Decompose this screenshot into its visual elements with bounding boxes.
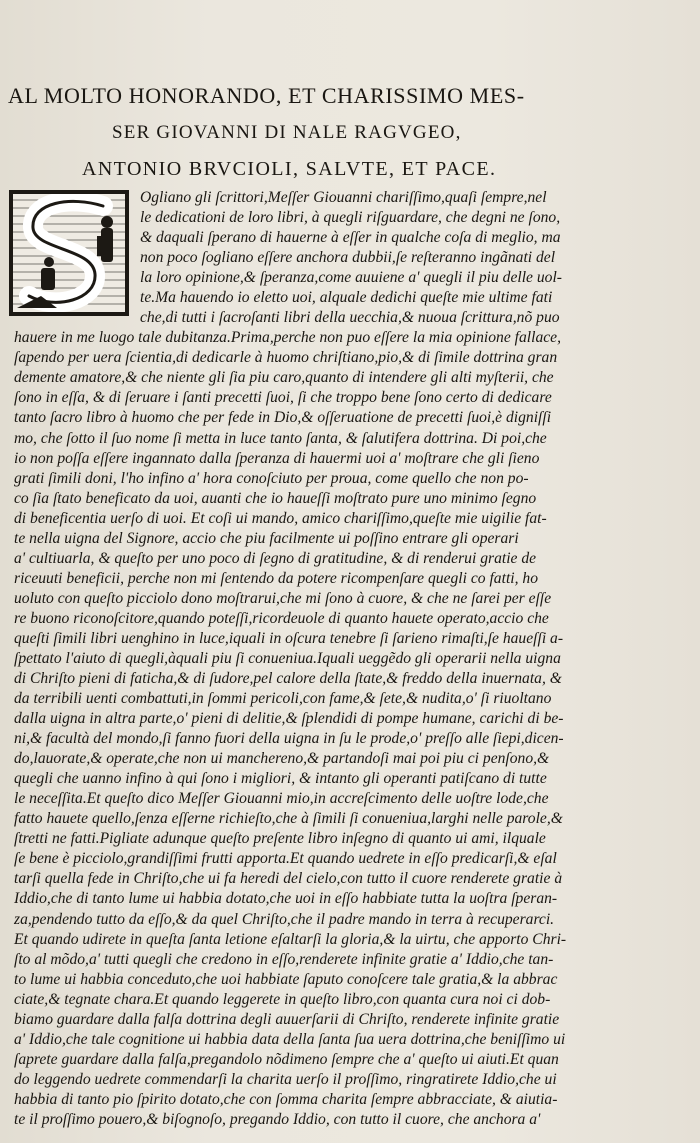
text-line: to lume ui habbia conceduto,che uoi habbiate ſaputo conoſcere tale gratia,& la abbrac: [14, 970, 558, 988]
text-line: te.Ma hauendo io eletto uoi, alquale dedichi queſte mie ultime fati: [140, 289, 553, 307]
text-line: ſono in eſſa, & di ſeruare i ſanti precetti ſuoi, ſi che troppo bene ſono certo di dedicare: [14, 389, 552, 407]
text-line: ſpettato l'aiuto di quegli,àquali piu ſi conueniua.Iquali ueggẽdo gli operarii nella uigna: [14, 649, 561, 667]
text-line: tanto ſacro libro à huomo che per fede in Dio,& oſſeruatione de precetti ſuoi,è digniſſi: [14, 409, 552, 427]
text-line: demente amatore,& che niente gli ſia piu caro,quanto di intendere gli alti myſterii, che: [14, 369, 554, 387]
text-line: re buono riconoſcitore,quando poteſſi,ricordeuole di quanto hauete operato,accio che: [14, 609, 549, 627]
text-line: da terribili uenti combattuti,in ſommi pericoli,con fame,& ſete,& nudita,o' ſi riuoltano: [14, 690, 552, 708]
text-line: do,lauorate,& operate,che non ui manchereno,& partandoſi mai poi piu ci penſono,&: [14, 750, 550, 768]
text-line: le neceſſita.Et queſto dico Meſſer Giouanni mio,in accreſcimento delle uoſtre lode,che: [14, 790, 549, 808]
text-line: Et quando udirete in queſta ſanta letione eſaltarſi la gloria,& la uirtu, che apporto Chri-: [14, 930, 567, 948]
text-line: io non poſſa eſſere ingannato dalla ſperanza di hauermi uoi a' moſtrare che gli ſieno: [14, 449, 540, 467]
text-line: riceuuti beneficii, perche non mi ſentendo da potere ricompenſare quegli co fatti, ho: [14, 569, 538, 587]
text-line: co ſia ſtato beneficato da uoi, auanti che io haueſſi moſtrato pure uno minimo ſegno: [14, 489, 537, 507]
text-line: mo, che ſotto il ſuo nome ſi metta in luce tanto ſanta, & ſalutifera dottrina. Di poi,che: [14, 429, 547, 447]
text-line: fatto hauete quello,ſenza eſſerne richieſto,che à ſimili ſi conueniua,larghi nelle parole,&: [14, 810, 563, 828]
text-line: a' cultiuarla, & queſto per uno poco di ſegno di gratitudine, & di renderui gratie de: [14, 549, 537, 567]
text-line: ſto al mõdo,a' tutti quegli che credono in eſſo,renderete infinite gratie a' Iddio,che tan-: [14, 950, 554, 968]
text-line: queſti ſimili libri uenghino in luce,iquali in oſcura tenebre ſi ſarieno rimaſti,ſe haueſſi a-: [14, 629, 564, 647]
text-line: Iddio,che di tanto lume ui habbia dotato,che uoi in eſſo habbiate tutta la uoſtra ſperan-: [14, 890, 558, 908]
text-line: za,pendendo tutto da eſſo,& da quel Chriſto,che il padre mando in terra à recuperarci.: [14, 910, 555, 928]
text-line: te nella uigna del Signore, accio che piu facilmente ui poſſino entrare gli operari: [14, 529, 519, 547]
text-line: ſe bene è picciolo,grandiſſimi frutti apporta.Et quando uedrete in eſſo predicarſi,& eſal: [14, 850, 557, 868]
heading-line-2: SER GIOVANNI DI NALE RAGVGEO,: [112, 122, 462, 143]
text-line: uoluto con queſto picciolo dono moſtrarui,che mi ſono à cuore, & che ne ſarei per eſſe: [14, 589, 552, 607]
text-line: ni,& facultà del mondo,ſi fanno fuori della uigna in ſu le prode,o' preſſo alle ſiepi,dicen-: [14, 730, 564, 748]
text-line: di beneficentia uerſo di uoi. Et coſi ui mando, amico chariſſimo,queſte mie uigilie fat-: [14, 509, 547, 527]
text-line: ſtretti ne fatti.Pigliate adunque queſto preſente libro inſegno di quanto ui ami, ilquale: [14, 830, 546, 848]
text-line: che,di tutti i ſacroſanti libri della uecchia,& nuoua ſcrittura,nõ puo: [140, 309, 560, 327]
text-line: quegli che uanno infino à qui ſono i migliori, & intanto gli operanti patiſcano di tutte: [14, 770, 547, 788]
text-line: dalla uigna in altra parte,o' pieni di delitie,& ſplendidi di pompe humane, carichi di be-: [14, 710, 564, 728]
decorated-initial-s: [9, 190, 129, 316]
text-line: di Chriſto pieni di faticha,& di ſudore,pel calore della ſtate,& freddo della inuernata, &: [14, 670, 562, 688]
text-line: grati ſimili doni, l'ho infino a' hora conoſciuto per proua, come quello che non po-: [14, 469, 529, 487]
text-line: le dedicationi de loro libri, à quegli riſguardare, che degni ne ſono,: [140, 209, 561, 227]
text-line: te il proſſimo pouero,& biſognoſo, pregando Iddio, con tutto il cuore, che anchora a': [14, 1110, 541, 1128]
text-line: Ogliano gli ſcrittori,Meſſer Giouanni chariſſimo,quaſi ſempre,nel: [140, 189, 547, 206]
text-line: non poco ſogliano eſſere anchora dubbii,ſe reſteranno ingãnati del: [140, 249, 556, 267]
text-line: & daquali ſperano di hauerne à eſſer in qualche coſa di meglio, ma: [140, 229, 561, 247]
heading-line-3: ANTONIO BRVCIOLI, SALVTE, ET PACE.: [82, 158, 497, 180]
text-line: do leggendo uedrete commendarſi la charita uerſo il proſſimo, ringratirete Iddio,che ui: [14, 1070, 557, 1088]
text-line: hauere in me luogo tale dubitanza.Prima,perche non puo eſſere la mia opinione fallace,: [14, 329, 561, 347]
text-line: ſaprete guardare dalla falſa,pregandolo nõdimeno ſempre che a' queſto ui aiuti.Et quan: [14, 1050, 559, 1068]
text-line: la loro opinione,& ſperanza,come auuiene a' quegli il piu delle uol-: [140, 269, 562, 287]
text-line: ſapendo per uera ſcientia,di dedicarle à huomo chriſtiano,pio,& di ſimile dottrina gran: [14, 349, 558, 367]
text-line: biamo guardare dalla falſa dottrina degli auuerſarii di Chriſto, renderete infinite gratie: [14, 1010, 560, 1028]
text-line: tarſi quella fede in Chriſto,che ui fa heredi del cielo,con tutto il cuore renderete gratie à: [14, 870, 563, 888]
heading-line-1: AL MOLTO HONORANDO, ET CHARISSIMO MES-: [8, 83, 525, 108]
text-line: a' Iddio,che tale cognitione ui habbia data della ſanta ſua uera dottrina,che beniſſimo ui: [14, 1030, 566, 1048]
text-line: habbia di tanto pio ſpirito dotato,che con ſomma charita ſempre abbracciate, & aiutia-: [14, 1090, 558, 1108]
text-line: ciate,& tegnate chara.Et quando leggerete in queſto libro,con quanta cura noi ci dob-: [14, 990, 551, 1008]
woodcut-initial-icon: [11, 192, 127, 314]
